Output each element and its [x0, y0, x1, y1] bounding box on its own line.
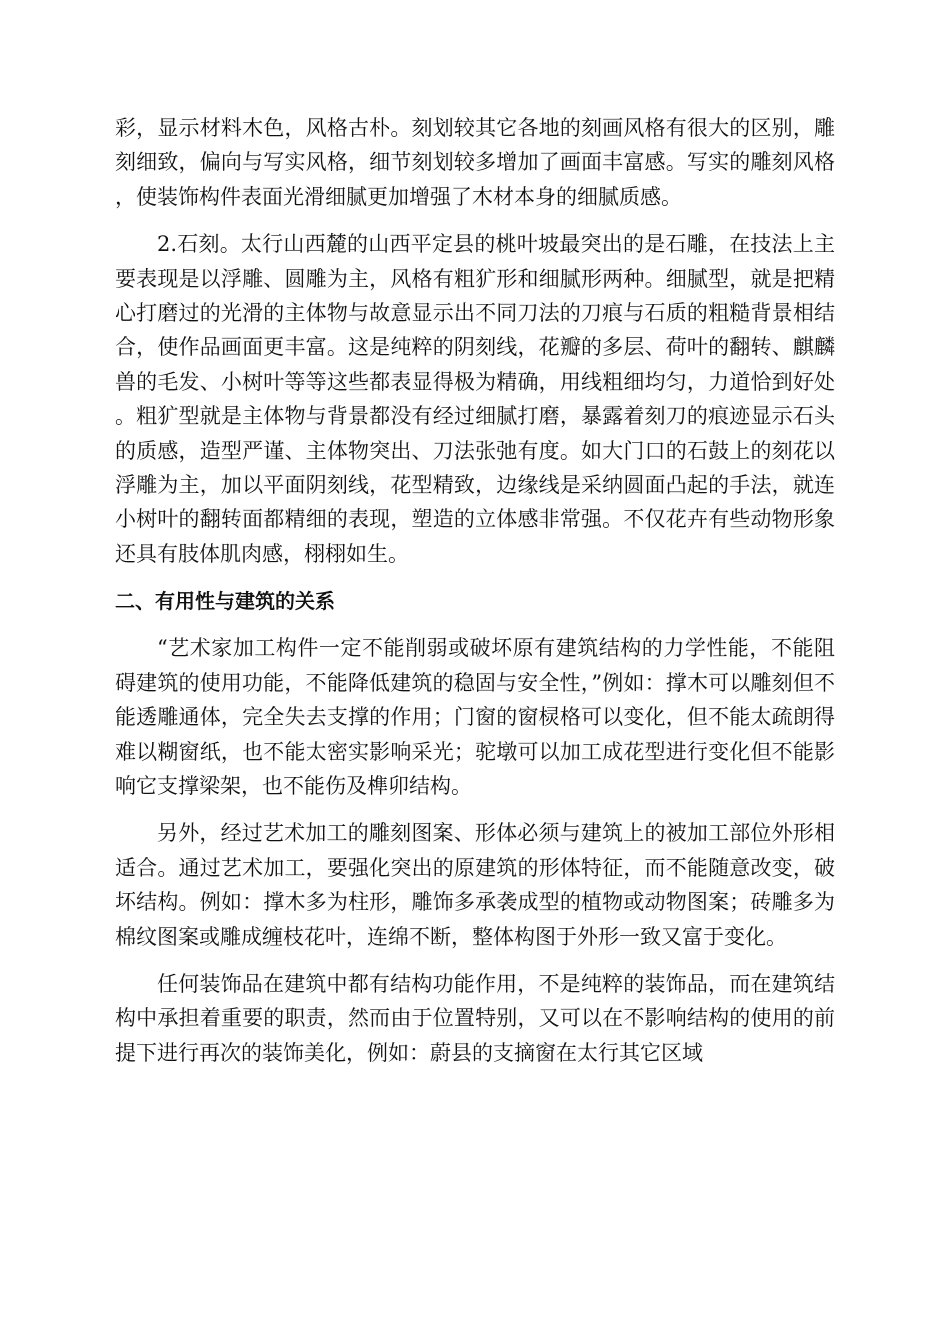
paragraph-stone-carving: 2.石刻。太行山西麓的山西平定县的桃叶坡最突出的是石雕，在技法上主要表现是以浮雕、圆雕为主，风格有粗犷形和细腻形两种。细腻型，就是把精心打磨过的光滑的主体物与故意显示出不同刀法的刀痕与石质的粗糙背景相结合，使作品画面更丰富。这是纯粹的阴刻线，花瓣的多层、荷叶的翻转、麒麟兽的毛发、小树叶等等这些都表显得极为精确，用线粗细均匀，力道恰到好处。粗犷型就是主体物与背景都没有经过细腻打磨，暴露着刻刀的痕迹显示石头的质感，造型严谨、主体物突出、刀法张弛有度。如大门口的石鼓上的刻花以浮雕为主，加以平面阴刻线，花型精致，边缘线是采纳圆面凸起的手法，就连小树叶的翻转面都精细的表现，塑造的立体感非常强。不仅花卉有些动物形象还具有肢体肌肉感，栩栩如生。 — [115, 232, 835, 566]
paragraph-decorative-function: 任何装饰品在建筑中都有结构功能作用，不是纯粹的装饰品，而在建筑结构中承担着重要的职责，然而由于位置特别，又可以在不影响结构的使用的前提下进行再次的装饰美化，例如：蔚县的支摘窗在太行其它区域 — [115, 971, 835, 1065]
paragraph-structural-quote: “艺术家加工构件一定不能削弱或破坏原有建筑结构的力学性能，不能阻碍建筑的使用功能，不能降低建筑的稳固与安全性，”例如：撑木可以雕刻但不能透雕通体，完全失去支撑的作用；门窗的窗棂格可以变化，但不能太疏朗得难以糊窗纸，也不能太密实影响采光；驼墩可以加工成花型进行变化但不能影响它支撑梁架，也不能伤及榫卯结构。 — [115, 636, 835, 798]
paragraph-form-adaptation: 另外，经过艺术加工的雕刻图案、形体必须与建筑上的被加工部位外形相适合。通过艺术加工，要强化突出的原建筑的形体特征，而不能随意改变，破坏结构。例如：撑木多为柱形，雕饰多承袭成型的植物或动物图案；砖雕多为棉纹图案或雕成缠枝花叶，连绵不断，整体构图于外形一致又富于变化。 — [115, 821, 835, 949]
section-heading-usefulness: 二、有用性与建筑的关系 — [115, 589, 335, 614]
paragraph-wood-carving-continued: 彩，显示材料木色，风格古朴。刻划较其它各地的刻画风格有很大的区别，雕刻细致，偏向与写实风格，细节刻划较多增加了画面丰富感。写实的雕刻风格，使装饰构件表面光滑细腻更加增强了木材本身的细腻质感。 — [115, 116, 835, 209]
document-page — [115, 111, 835, 1070]
